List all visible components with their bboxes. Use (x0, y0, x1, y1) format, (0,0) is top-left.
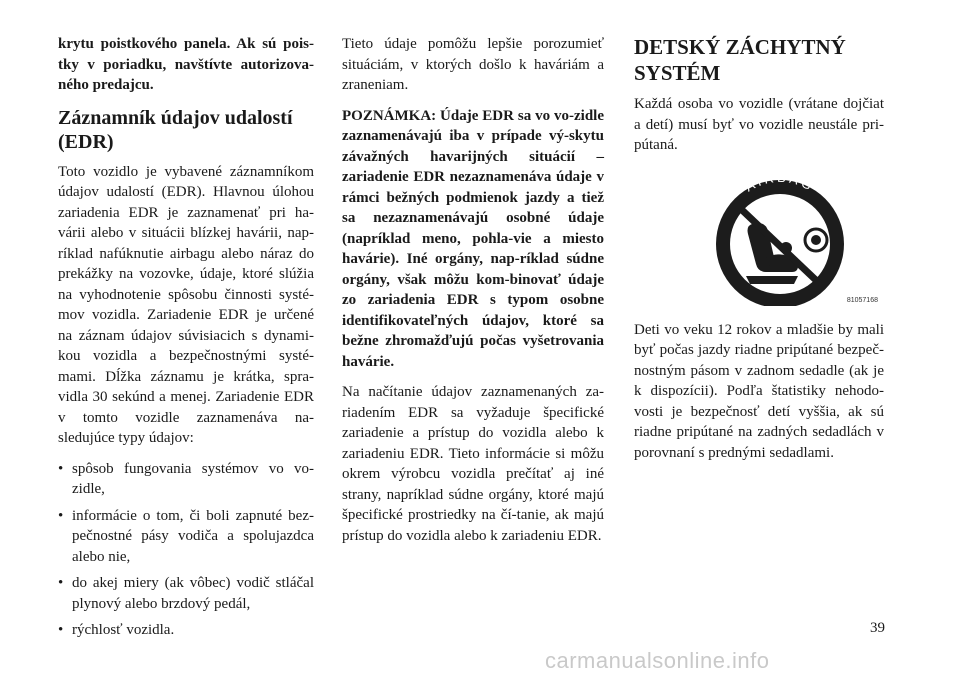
list-item: • informácie o tom, či boli zapnuté bez-pečnostné pásy vodiča a spolujazdca alebo nie, (58, 506, 314, 568)
column-left (58, 34, 314, 647)
no-child-seat-airbag-icon (634, 166, 884, 306)
edr-data-list (58, 459, 314, 641)
children-paragraph: Deti vo veku 12 rokov a mladšie by mali byť počas jazdy riadne pripútané bezpeč-nostným pásom v zadnom sedadle (ak je k dispozícii). Podľa štatistiky nehodo-vosti je bezpečnosť detí vyššia, ak sú riadne pripútané na zadných sedadlách v porovnaní s prednými sedadlami. (634, 321, 884, 461)
airbag-label: AIRBAG (742, 169, 818, 194)
edr-purpose-paragraph: Tieto údaje pomôžu lepšie porozumieť situáciám, v ktorých došlo k haváriám a zraneniam. (342, 36, 604, 93)
airbag-warning-figure (634, 166, 884, 306)
list-item: • spôsob fungovania systémov vo vo-zidle, (58, 459, 314, 500)
note-paragraph: POZNÁMKA: Údaje EDR sa vo vo-zidle zaznamenávajú iba v prípade vý-skytu závažných havarijných situácií – zariadenie EDR nezaznamenáva údaje v rámci bežných podmienok jazdy a tiež sa nezaznamenávajú osobné údaje (napríklad meno, pohla-vie a miesto havárie). Iné orgány, nap-ríklad súdne orgány, však môžu kom-binovať údaje zo zariadenia EDR s typom osobne identifikovateľných údajov, ktoré sa bežne zhromažďujú počas vyšetrovania havárie. (342, 107, 604, 370)
list-item: • do akej miery (ak vôbec) vodič stláčal plynový alebo brzdový pedál, (58, 573, 314, 614)
figure-code: 81057168 (846, 296, 878, 304)
watermark-text: carmanualsonline.info (545, 648, 770, 673)
intro-text: krytu poistkového panela. Ak sú pois-tky v poriadku, navštívte autorizova-ného predajcu. (58, 36, 314, 93)
edr-access-paragraph: Na načítanie údajov zaznamenaných za-riadením EDR sa vyžaduje špecifické zariadenie a prístup do vozidla alebo k zariadeniu EDR. Tieto informácie si môžu okrem výrobcu vozidla prečítať aj iné strany, napríklad súdne orgány, ktoré majú špecifické prostriedky na čí-tanie, ak majú prístup do vozidla alebo k zariadeniu EDR. (342, 384, 604, 544)
column-right (634, 34, 884, 473)
section-heading-edr: Záznamník údajov udalostí (EDR) (58, 106, 293, 153)
page-number: 39 (870, 620, 885, 636)
section-heading-child-restraint: DETSKÝ ZÁCHYTNÝ SYSTÉM (634, 35, 846, 85)
list-item: • rýchlosť vozidla. (58, 620, 314, 641)
column-middle (342, 34, 604, 556)
edr-paragraph: Toto vozidlo je vybavené záznamníkom údajov udalostí (EDR). Hlavnou úlohou zariadenia EDR je zaznamenať pri ha-várii alebo v situácii blízkej havárii, nap-ríklad nafúknutie airbagu alebo náraz do prekážky na vozovke, údaje, ktoré slúžia na vyhodnotenie spôsobu činnosti systé-mov vozidla. Zariadenie EDR je určené na záznam údajov súvisiacich s dynami-kou vozidla a bezpečnostnými systé-mami. Dĺžka záznamu je krátka, spra-vidla 30 sekúnd a menej. Zariadenie EDR v tomto vozidle zaznamenáva na-sledujúce typy údajov: (58, 163, 314, 446)
restraint-paragraph: Každá osoba vo vozidle (vrátane dojčiat a detí) musí byť vo vozidle neustále pri-pútaná. (634, 96, 884, 153)
